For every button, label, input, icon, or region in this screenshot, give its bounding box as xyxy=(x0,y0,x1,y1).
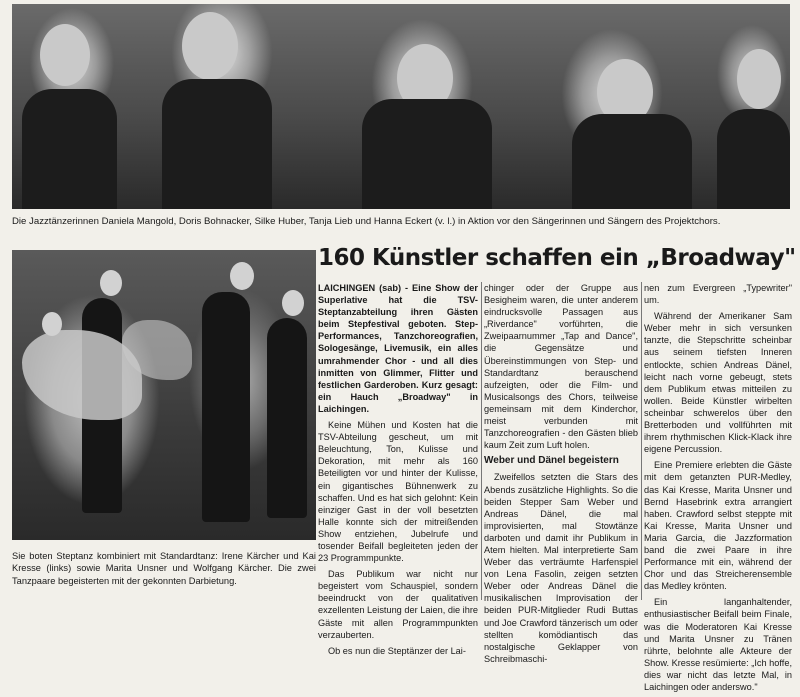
article-paragraph: Während der Amerikaner Sam Weber mehr in sich versunken tanzte, die Stepschritte scheinbar aus seinem tiefsten Inneren entlockte, schien Andreas Dänel, leicht nach vorne gebeugt, stets dem Publikum etwas mitteilen zu wollen. Beide Künstler wirbelten scheinbar schwerelos über den Bretterboden und vollführten mit ihrem rhythmischen Klick-Klack ihre eigene Percussion. xyxy=(644,311,792,455)
article-subheading: Weber und Dänel begeistern xyxy=(484,455,619,467)
column-divider xyxy=(481,282,482,600)
article-paragraph: Eine Premiere erlebten die Gäste mit dem getanzten PUR-Medley, das Kai Kresse, Marita Unsner und Bernd Hasebrink extra arrangiert haben. Crawford selbst steppte mit Kai Kresse, Marita Unsner und Maria Garcia, die Jazzformation band die zwei Paare in ihre Performance mit ein, während der Chor und das Streicherensemble das Medley krönten. xyxy=(644,460,792,592)
column-divider xyxy=(641,282,642,600)
article-paragraph: nen zum Evergreen „Typewriter" um. xyxy=(644,283,792,306)
top-photo-caption: Die Jazztänzerinnen Daniela Mangold, Doris Bohnacker, Silke Huber, Tanja Lieb und Hanna Eckert (v. l.) in Aktion vor den Sängerinnen und Sängern des Projektchors. xyxy=(12,216,721,227)
left-photo-caption: Sie boten Steptanz kombiniert mit Standardtanz: Irene Kärcher und Kai Kresse (links) sowie Marita Unsner und Wolfgang Kärcher. Die zwei Tanzpaare begeisterten mit der gekonnten Darbietung. xyxy=(12,551,316,586)
jazz-dancers-photo xyxy=(12,4,790,209)
article-lead: LAICHINGEN (sab) - Eine Show der Superlative hat die TSV-Steptanzabteilung ihren Gästen beim Stepfestival geboten. Step-Performances, Tanzchoreografien, Sologesänge, Livemusik, ein alles umrahmender Chor - und all dies inmitten von Glimmer, Flitter und festlichen Garderoben. Kurz gesagt: ein Hauch „Broadway" in Laichingen. xyxy=(318,283,478,414)
article-paragraph: Keine Mühen und Kosten hat die TSV-Abteilung gescheut, um mit Beleuchtung, Ton, Kulisse und Dekoration, mit mehr als 160 Beteiligten vor und hinter der Kulisse, ein gigantisches Bühnenwerk zu schaffen. Und es hat sich gelohnt: Kein einziger Gast in der voll besetzten Halle konnte sich der mitreißenden Show entziehen, Jubelrufe und tosender Beifall begleiteten jeden der 23 Programmpunkte. xyxy=(318,420,478,564)
article-headline: 160 Künstler schaffen ein „Broadway" xyxy=(318,245,796,271)
article-paragraph: chinger oder der Gruppe aus Besigheim waren, die unter anderem eindrucksvolle Passagen aus „Riverdance" vorführten, die Zweipaarnummer „Tap and Dance", die Gegensätze und Übereinstimmungen von Step- und Standardtanz berauschend aufzeigten, oder die Film- und Musicalsongs des Chors, teilweise gemeinsam mit dem Kinderchor, meist verbunden mit Tanzchoreografien - den Gästen blieb kaum Zeit zum Luft holen. xyxy=(484,283,638,451)
article-column-2 xyxy=(484,282,638,669)
article-paragraph: Das Publikum war nicht nur begeistert vom Schauspiel, sondern beeindruckt von der qualitativen exzellenten Leistung der Laien, die ihre Gäste mit allen Programmpunkten verzauberten. xyxy=(318,569,478,640)
tap-dance-couples-photo xyxy=(12,250,316,540)
article-column-1 xyxy=(318,282,478,661)
article-paragraph: Ein langanhaltender, enthusiastischer Beifall beim Finale, was die Moderatoren Kai Kresse und Marita Unsner zu Tränen rührte, belohnte alle Akteure der Show. Kresse resümierte: „Ich hoffe, dies war nicht das letzte Mal, in Laichingen oder anderswo." xyxy=(644,597,792,692)
article-paragraph: Ob es nun die Steptänzer der Lai- xyxy=(328,645,466,656)
article-column-3 xyxy=(644,282,792,697)
article-paragraph: Zweifellos setzten die Stars des Abends zusätzliche Highlights. So die beiden Stepper Sam Weber und Andreas Dänel, die mal improvisierten, mal Stowtänze darboten und damit ihr Publikum in Atem hielten. Mal interpretierte Sam Weber das verträumte Harfenspiel von Lena Fasolin, zeigen setzten Weber oder Andreas Dänel die musikalischen Improvisation der beiden PUR-Mitglieder Rudi Buttas und Joe Crawford tänzerisch um oder stellten komödiantisch das nostalgische Geklapper von Schreibmaschi- xyxy=(484,472,638,664)
